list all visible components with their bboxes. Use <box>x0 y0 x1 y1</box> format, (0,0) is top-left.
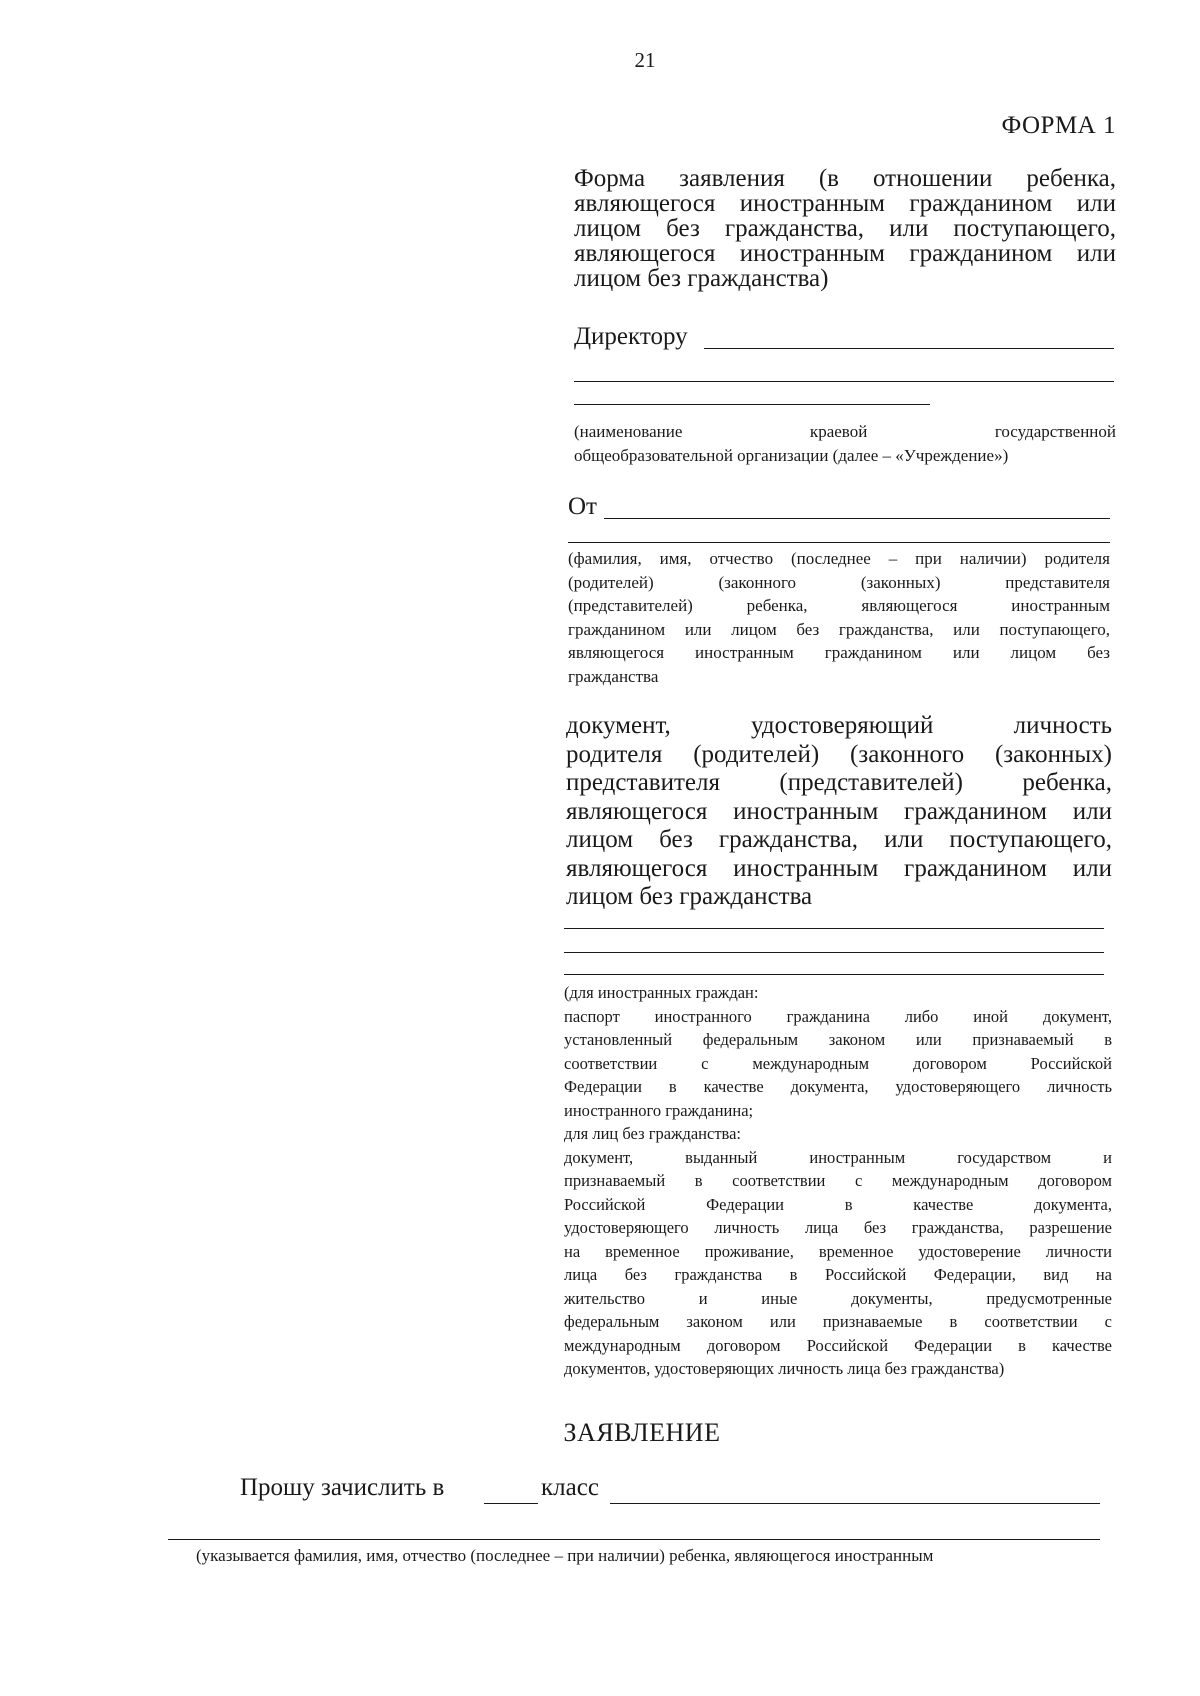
identity-line: лицом без гражданства <box>566 883 813 910</box>
heading-line: являющегося иностранным гражданином или <box>574 240 1116 267</box>
grade-field[interactable] <box>484 1503 538 1504</box>
director-field-line-2[interactable] <box>574 381 1114 382</box>
from-field[interactable] <box>604 518 1110 519</box>
director-field[interactable] <box>704 348 1114 349</box>
identity-line: документ, удостоверяющий личность <box>566 712 1112 739</box>
identity-document-label <box>566 712 1112 912</box>
caption-line: являющегося иностранным гражданином или лицом без <box>568 643 1110 662</box>
heading-line: являющегося иностранным гражданином или <box>574 190 1116 217</box>
note-line: международным договором Российской Федерации в качестве <box>564 1335 1112 1355</box>
note-line: (для иностранных граждан: <box>564 983 759 1002</box>
institution-caption <box>574 420 1116 467</box>
from-label: От <box>568 493 597 520</box>
caption-line: (представителей) ребенка, являющегося иностранным <box>568 596 1110 615</box>
parent-caption <box>568 547 1110 688</box>
heading-line: Форма заявления (в отношении ребенка, <box>574 165 1116 192</box>
caption-line: гражданином или лицом без гражданства, или поступающего, <box>568 619 1110 639</box>
child-name-field[interactable] <box>168 1539 1100 1540</box>
identity-line: лицом без гражданства, или поступающего, <box>566 826 1112 853</box>
note-line: лица без гражданства в Российской Федерации, вид на <box>564 1265 1112 1284</box>
director-label: Директору <box>574 323 688 350</box>
form-label: ФОРМА 1 <box>1001 112 1116 139</box>
caption-line: (фамилия, имя, отчество (последнее – при наличии) родителя <box>568 549 1110 568</box>
caption-line: гражданства <box>568 666 659 686</box>
class-label: класс <box>541 1474 599 1501</box>
request-text: Прошу зачислить в <box>240 1474 445 1501</box>
director-field-line-3[interactable] <box>574 404 930 405</box>
note-line: жительство и иные документы, предусмотренные <box>564 1288 1112 1308</box>
caption-line: (наименование краевой государственной <box>574 422 1116 441</box>
caption-line: (родителей) (законного (законных) представителя <box>568 572 1110 592</box>
documents-note <box>564 981 1112 1381</box>
heading-line: лицом без гражданства) <box>574 265 829 292</box>
note-line: паспорт иностранного гражданина либо иной документ, <box>564 1006 1112 1026</box>
page-number: 21 <box>634 48 656 72</box>
note-line: соответствии с международным договором Российской <box>564 1053 1112 1073</box>
identity-line: являющегося иностранным гражданином или <box>566 854 1112 882</box>
note-line: установленный федеральным законом или признаваемый в <box>564 1030 1112 1049</box>
note-line: иностранного гражданина; <box>564 1100 754 1120</box>
note-line: федеральным законом или признаваемые в соответствии с <box>564 1312 1112 1331</box>
heading-line: лицом без гражданства, или поступающего, <box>574 215 1116 242</box>
note-line: на временное проживание, временное удостоверение личности <box>564 1241 1112 1261</box>
class-field[interactable] <box>610 1503 1100 1504</box>
from-field-line-2[interactable] <box>568 542 1110 543</box>
note-line: для лиц без гражданства: <box>564 1124 742 1143</box>
statement-title: ЗАЯВЛЕНИЕ <box>563 1418 721 1447</box>
note-line: удостоверяющего личность лица без гражданства, разрешение <box>564 1218 1112 1237</box>
child-name-caption: (указывается фамилия, имя, отчество (последнее – при наличии) ребенка, являющегося иностранным <box>196 1546 934 1565</box>
request-line <box>240 1474 444 1502</box>
note-line: документ, выданный иностранным государством и <box>564 1147 1112 1167</box>
identity-line: представителя (представителей) ребенка, <box>566 769 1112 796</box>
identity-field-line-2[interactable] <box>564 952 1104 953</box>
form-heading <box>574 166 1116 291</box>
note-line: признаваемый в соответствии с международным договором <box>564 1171 1112 1190</box>
identity-line: являющегося иностранным гражданином или <box>566 797 1112 825</box>
note-line: документов, удостоверяющих личность лица без гражданства) <box>564 1359 1005 1378</box>
note-line: Федерации в качестве документа, удостоверяющего личность <box>564 1077 1112 1096</box>
identity-line: родителя (родителей) (законного (законных) <box>566 740 1112 768</box>
identity-field-line-3[interactable] <box>564 974 1104 975</box>
note-line: Российской Федерации в качестве документа, <box>564 1194 1112 1214</box>
caption-line: общеобразовательной организации (далее – «Учреждение») <box>574 445 1009 465</box>
identity-field-line-1[interactable] <box>564 928 1104 929</box>
